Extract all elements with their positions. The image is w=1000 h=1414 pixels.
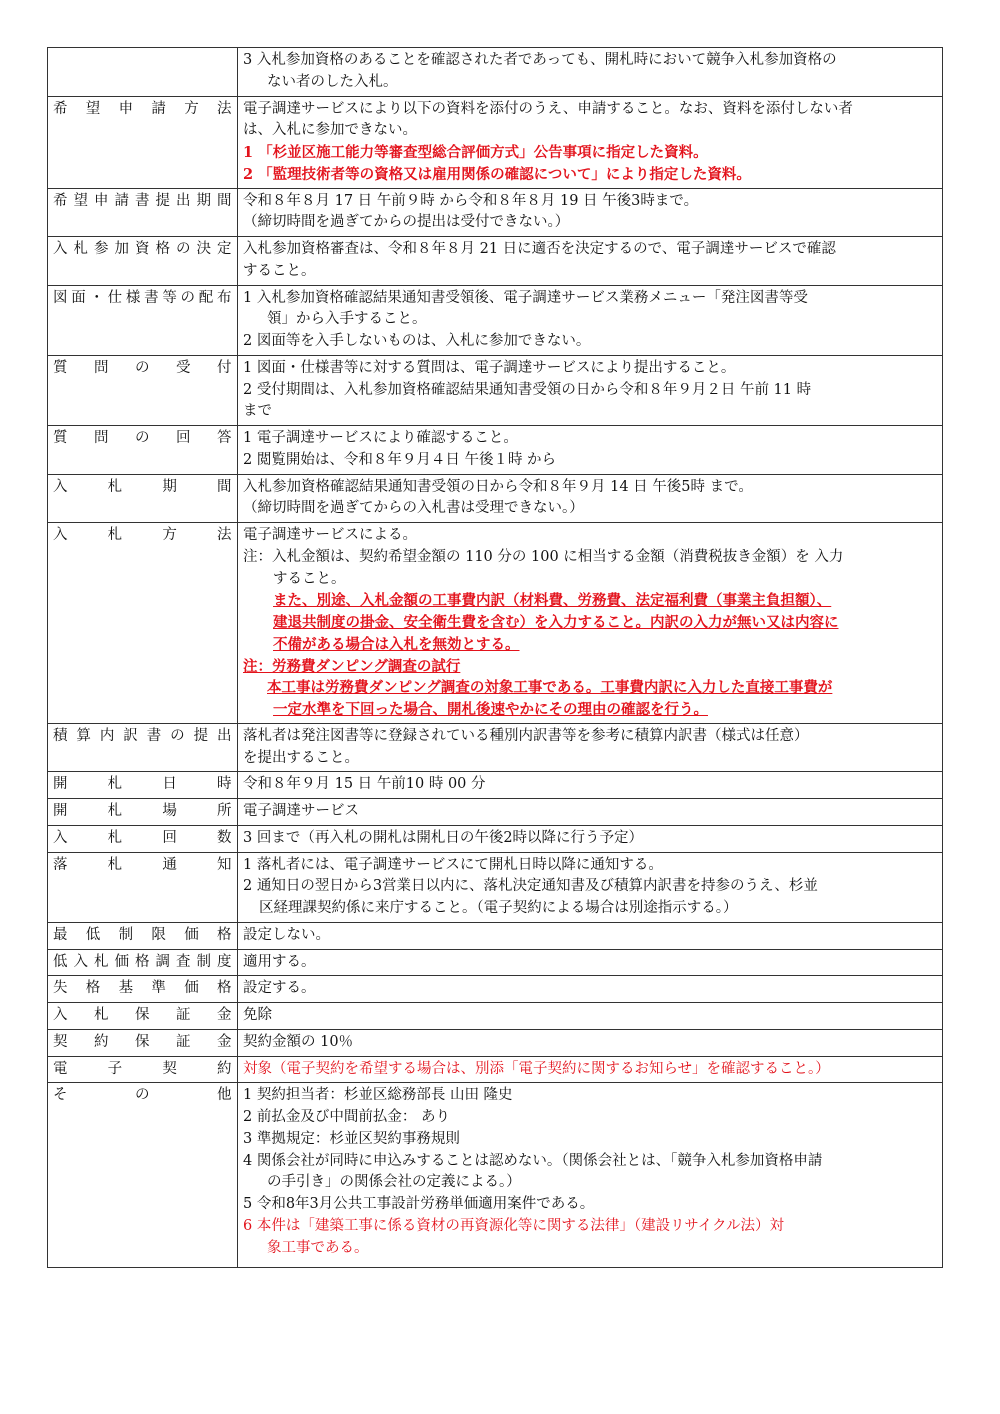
table-row xyxy=(48,48,943,97)
table-row xyxy=(48,96,943,188)
text-line: 1 契約担当者：杉並区総務部長 山田 隆史 xyxy=(243,1087,513,1104)
text-line: 電子調達サービスにより以下の資料を添付のうえ、申請すること。なお、資料を添付しない者 xyxy=(243,100,853,117)
row-content xyxy=(238,976,943,1003)
row-content xyxy=(238,799,943,826)
text-line: 領」から入手すること。 xyxy=(267,311,427,328)
row-content xyxy=(238,1003,943,1030)
table-row xyxy=(48,1056,943,1083)
row-label: 入札期間 xyxy=(48,474,238,523)
text-line: 2 受付期間は、入札参加資格確認結果通知書受領の日から令和８年９月２日 午前 11 時 xyxy=(243,381,812,398)
text-line: 4 関係会社が同時に申込みすることは認めない。（関係会社とは、「競争入札参加資格申請 xyxy=(243,1152,823,1169)
text-line: 3 入札参加資格のあることを確認された者であっても、開札時において競争入札参加資格の xyxy=(243,52,837,68)
text-line: （締切時間を過ぎてからの提出は受付できない。） xyxy=(243,214,570,231)
text-line: 設定しない。 xyxy=(243,926,330,943)
text-line: すること。 xyxy=(243,262,316,279)
text-line: 入札参加資格確認結果通知書受領の日から令和８年９月 14 日 午後5時 まで。 xyxy=(243,478,753,495)
text-line: の手引き」の関係会社の定義による。） xyxy=(267,1174,521,1191)
row-content xyxy=(238,772,943,799)
row-label: その他 xyxy=(48,1083,238,1268)
table-row xyxy=(48,237,943,286)
cost-breakdown-note: また、別途、入札金額の工事費内訳（材料費、労務費、法定福利費（事業主負担額）、 xyxy=(273,592,832,610)
row-label: 失格基準価格 xyxy=(48,976,238,1003)
row-content xyxy=(238,825,943,852)
required-doc-1: 1 「杉並区施工能力等審査型総合評価方式」公告事項に指定した資料。 xyxy=(243,144,708,161)
text-line: 1 落札者には、電子調達サービスにて開札日時以降に通知する。 xyxy=(243,856,663,873)
row-label: 質問の受付 xyxy=(48,355,238,425)
row-content xyxy=(238,96,943,188)
text-line: 注：入札金額は、契約希望金額の 110 分の 100 に相当する金額（消費税抜き金額）を 入力 xyxy=(243,548,844,565)
row-label: 低入札価格調査制度 xyxy=(48,949,238,976)
table-row xyxy=(48,474,943,523)
row-label: 希望申請方法 xyxy=(48,96,238,188)
text-line: 2 図面等を入手しないものは、入札に参加できない。 xyxy=(243,333,591,349)
text-line: 設定する。 xyxy=(243,980,316,997)
table-row xyxy=(48,723,943,772)
row-content xyxy=(238,922,943,949)
text-line: 電子調達サービス xyxy=(243,803,359,819)
row-label: 積算内訳書の提出 xyxy=(48,723,238,772)
row-content xyxy=(238,237,943,286)
row-label: 契約保証金 xyxy=(48,1029,238,1056)
text-line: 入札参加資格審査は、令和８年８月 21 日に適否を決定するので、電子調達サービスで確認 xyxy=(243,241,836,257)
text-line: 1 電子調達サービスにより確認すること。 xyxy=(243,430,518,446)
tender-notice-table xyxy=(47,47,943,1268)
text-line: （締切時間を過ぎてからの入札書は受理できない。） xyxy=(243,500,584,517)
e-contract-note: 対象（電子契約を希望する場合は、別添「電子契約に関するお知らせ」を確認すること。） xyxy=(243,1060,830,1077)
labor-dumping-note: 一定水準を下回った場合、開札後速やかにその理由の確認を行う。 xyxy=(273,701,708,718)
row-content xyxy=(238,1056,943,1083)
row-content xyxy=(238,48,943,97)
text-line: 適用する。 xyxy=(243,953,316,970)
cost-breakdown-note: 不備がある場合は入札を無効とする。 xyxy=(273,635,520,653)
text-line: 電子調達サービスによる。 xyxy=(243,527,417,543)
row-content xyxy=(238,949,943,976)
row-label: 入札参加資格の決定 xyxy=(48,237,238,286)
table-row xyxy=(48,852,943,922)
text-line: 1 入札参加資格確認結果通知書受領後、電子調達サービス業務メニュー「発注図書等受 xyxy=(243,289,808,306)
table-row xyxy=(48,285,943,355)
row-content xyxy=(238,1083,943,1268)
table-row xyxy=(48,825,943,852)
row-label: 入札方法 xyxy=(48,523,238,724)
text-line: 3 準拠規定：杉並区契約事務規則 xyxy=(243,1130,460,1147)
text-line: 2 閲覧開始は、令和８年９月４日 午後１時 から xyxy=(243,451,557,468)
row-content xyxy=(238,1029,943,1056)
row-label: 質問の回答 xyxy=(48,426,238,475)
cost-breakdown-note: 建退共制度の掛金、安全衛生費を含む）を入力すること。内訳の入力が無い又は内容に xyxy=(273,614,839,631)
row-label: 電子契約 xyxy=(48,1056,238,1083)
row-content xyxy=(238,523,943,724)
recycling-law-note: 象工事である。 xyxy=(267,1239,369,1256)
labor-dumping-title: 注：労務費ダンピング調査の試行 xyxy=(243,657,461,675)
table-row xyxy=(48,188,943,237)
text-line: 5 令和8年3月公共工事設計労務単価適用案件である。 xyxy=(243,1196,595,1212)
text-line: を提出すること。 xyxy=(243,749,359,766)
required-doc-2: 2 「監理技術者等の資格又は雇用関係の確認について」により指定した資料。 xyxy=(243,165,751,183)
row-label: 入札保証金 xyxy=(48,1003,238,1030)
text-line: すること。 xyxy=(273,570,346,587)
labor-dumping-note: 本工事は労務費ダンピング調査の対象工事である。工事費内訳に入力した直接工事費が xyxy=(267,679,833,697)
text-line: は、入札に参加できない。 xyxy=(243,122,417,139)
row-content xyxy=(238,426,943,475)
text-line: ない者のした入札。 xyxy=(267,73,398,90)
recycling-law-note: 6 本件は「建築工事に係る資材の再資源化等に関する法律」（建設リサイクル法）対 xyxy=(243,1217,785,1234)
text-line: 2 前払金及び中間前払金： あり xyxy=(243,1109,450,1125)
text-line: 1 図面・仕様書等に対する質問は、電子調達サービスにより提出すること。 xyxy=(243,359,736,376)
row-label xyxy=(48,48,238,97)
table-row xyxy=(48,1029,943,1056)
text-line: 3 回まで（再入札の開札は開札日の午後2時以降に行う予定） xyxy=(243,829,644,846)
text-line: 2 通知日の翌日から3営業日以内に、落札決定通知書及び積算内訳書を持参のうえ、杉並 xyxy=(243,878,818,895)
table-row xyxy=(48,1003,943,1030)
text-line: 区経理課契約係に来庁すること。（電子契約による場合は別途指示する。） xyxy=(259,900,738,916)
row-label: 最低制限価格 xyxy=(48,922,238,949)
row-label: 落札通知 xyxy=(48,852,238,922)
table-row xyxy=(48,1083,943,1268)
text-line: 令和８年８月 17 日 午前９時 から令和８年８月 19 日 午後3時まで。 xyxy=(243,192,699,209)
text-line: 免除 xyxy=(243,1007,272,1023)
table-row xyxy=(48,949,943,976)
row-label: 開札場所 xyxy=(48,799,238,826)
row-label: 図面・仕様書等の配布 xyxy=(48,285,238,355)
row-content xyxy=(238,474,943,523)
table-row xyxy=(48,355,943,425)
table-row xyxy=(48,922,943,949)
table-row xyxy=(48,772,943,799)
text-line: 契約金額の 10％ xyxy=(243,1033,354,1050)
table-row xyxy=(48,523,943,724)
table-row xyxy=(48,799,943,826)
row-content xyxy=(238,852,943,922)
table-row xyxy=(48,976,943,1003)
text-line: 落札者は発注図書等に登録されている種別内訳書等を参考に積算内訳書（様式は任意） xyxy=(243,727,809,744)
text-line: 令和８年９月 15 日 午前10 時 00 分 xyxy=(243,776,486,793)
row-label: 入札回数 xyxy=(48,825,238,852)
row-label: 希望申請書提出期間 xyxy=(48,188,238,237)
text-line: まで xyxy=(243,403,272,420)
row-content xyxy=(238,188,943,237)
row-label: 開札日時 xyxy=(48,772,238,799)
table-row xyxy=(48,426,943,475)
row-content xyxy=(238,285,943,355)
row-content xyxy=(238,723,943,772)
row-content xyxy=(238,355,943,425)
